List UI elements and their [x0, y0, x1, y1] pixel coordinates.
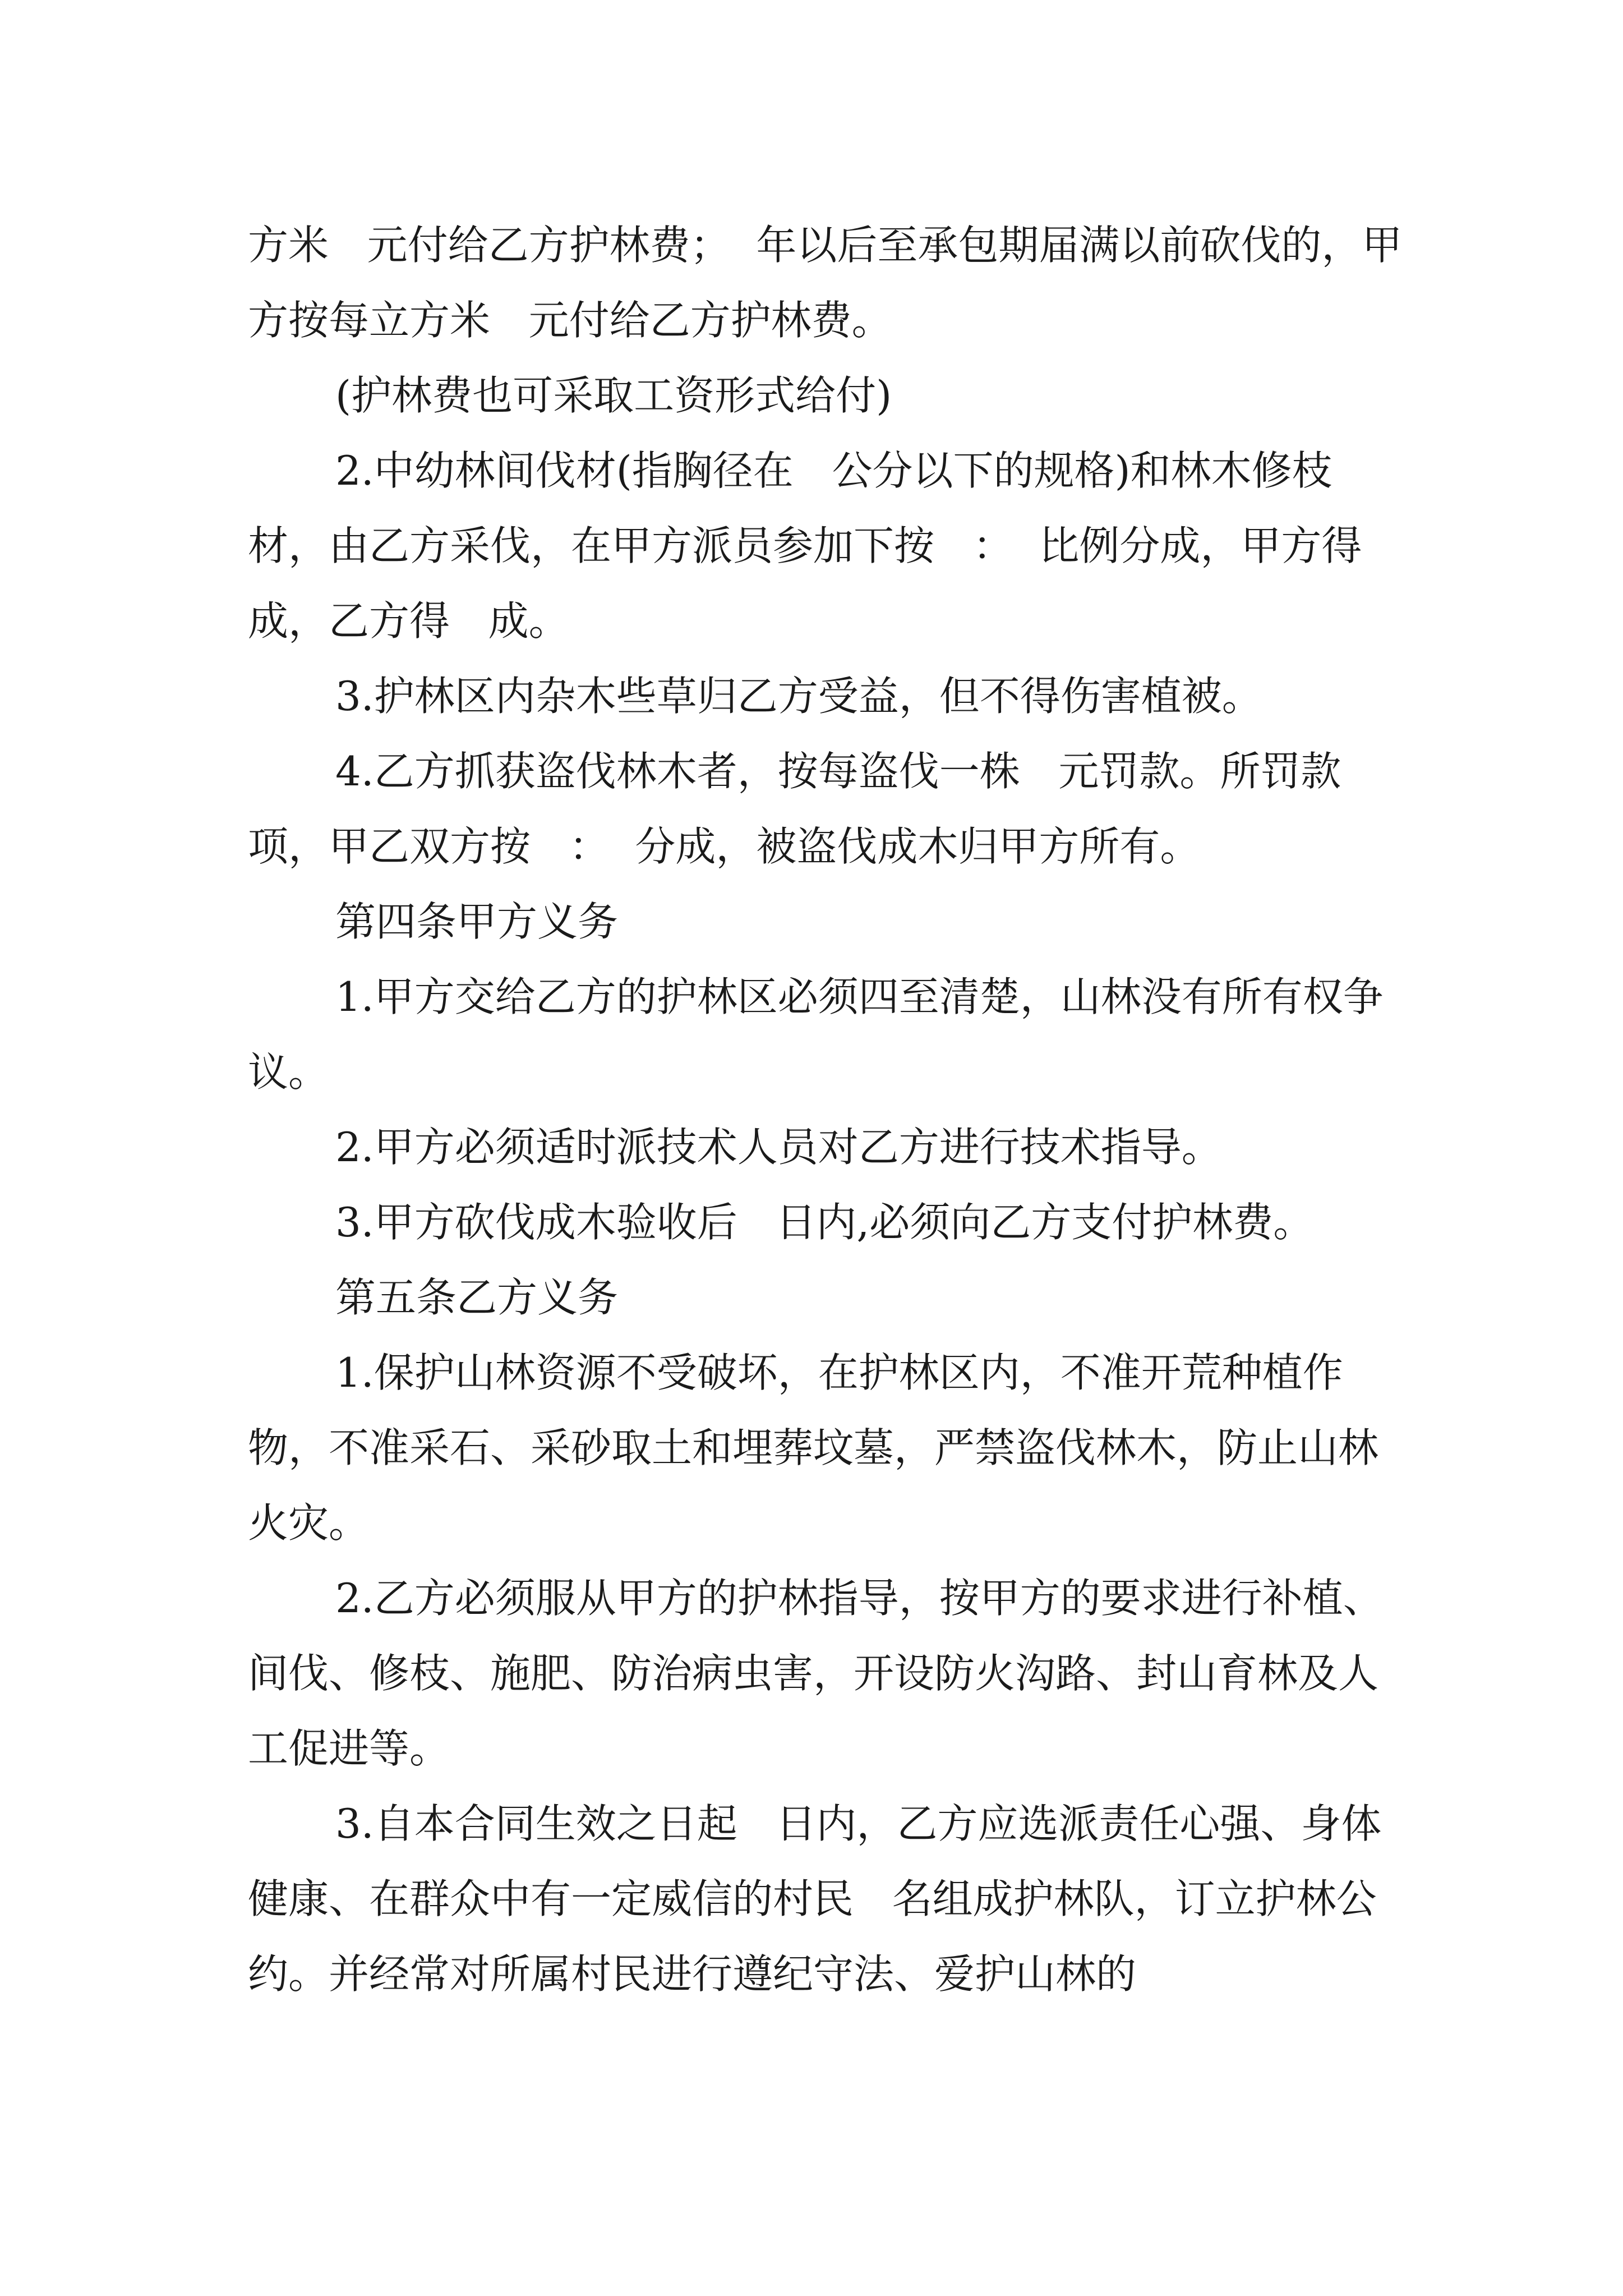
document-body [248, 208, 1409, 2012]
paragraph-1: 方米 元付给乙方护林费； 年以后至承包期届满以前砍伐的，甲方按每立方米 元付给乙方护林费。 [248, 222, 1403, 344]
paragraph-3: 2.中幼林间伐材(指胸径在 公分以下的规格)和林木修枝材，由乙方采伐，在甲方派员参加下按 ： 比例分成，甲方得 成，乙方得 成。 [248, 447, 1401, 645]
paragraph-11: 1.保护山林资源不受破坏，在护林区内，不准开荒种植作物，不准采石、采砂取土和埋葬坟墓，严禁盗伐林木，防止山林火灾。 [248, 1349, 1379, 1547]
paragraph-12: 2.乙方必须服从甲方的护林指导，按甲方的要求进行补植、间伐、修枝、施肥、防治病虫害，开设防火沟路、封山育林及人工促进等。 [248, 1575, 1384, 1772]
section-heading-4: 第四条甲方义务 [335, 898, 619, 945]
paragraph-8: 2.甲方必须适时派技术人员对乙方进行技术指导。 [335, 1124, 1222, 1171]
paragraph-4: 3.护林区内杂木些草归乙方受益，但不得伤害植被。 [335, 673, 1262, 720]
paragraph-13: 3.自本合同生效之日起 日内，乙方应选派责任心强、身体健康、在群众中有一定威信的村民 名组成护林队，订立护林公约。并经常对所属村民进行遵纪守法、爱护山林的 [248, 1800, 1382, 1998]
paragraph-5: 4.乙方抓获盗伐林木者，按每盗伐一株 元罚款。所罚款项，甲乙双方按 ： 分成，被盗伐成木归甲方所有。 [248, 748, 1341, 870]
paragraph-7: 1.甲方交给乙方的护林区必须四至清楚，山林没有所有权争议。 [248, 973, 1384, 1096]
paragraph-9: 3.甲方砍伐成木验收后 日内,必须向乙方支付护林费。 [335, 1199, 1314, 1246]
paragraph-2: (护林费也可采取工资形式给付) [335, 372, 892, 419]
section-heading-5: 第五条乙方义务 [335, 1274, 619, 1321]
